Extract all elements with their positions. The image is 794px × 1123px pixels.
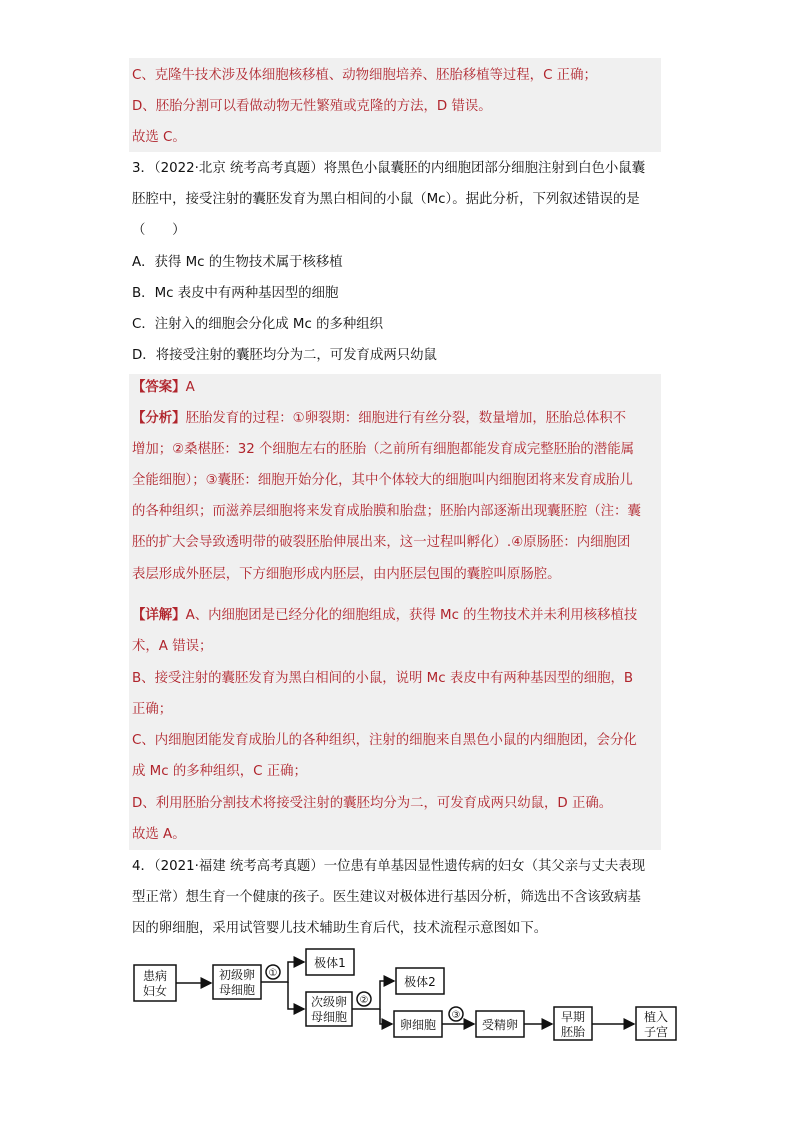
analysis-text: 胚胎发育的过程：①卵裂期：细胞进行有丝分裂，数量增加，胚胎总体积不: [185, 411, 627, 426]
answer-tag: 【答案】: [132, 380, 186, 395]
q3-analysis-line-4: 的各种组织；而滋养层细胞将来发育成胎膜和胎盘；胚胎内部逐渐出现囊胚腔（注：囊: [132, 504, 641, 519]
q3-detail-line-7: D、利用胚胎分割技术将接受注射的囊胚均分为二，可发育成两只幼鼠，D 正确。: [132, 796, 613, 811]
q3-analysis-line-1: [132, 409, 626, 429]
q4-stem-line-2: 型正常）想生育一个健康的孩子。医生建议对极体进行基因分析，筛选出不含该致病基: [132, 890, 641, 905]
q3-stem-line-1: 3．（2022·北京 统考高考真题）将黑色小鼠囊胚的内细胞团部分细胞注射到白色小鼠囊: [132, 161, 646, 176]
q3-answer: [132, 378, 195, 398]
analysis-tag: 【分析】: [132, 411, 186, 426]
primary-oocyte-label-1: 初级卵: [218, 968, 256, 982]
early-embryo-label-2: 胚胎: [560, 1025, 586, 1039]
patient-label-1: 患病: [142, 969, 168, 983]
egg-label: 卵细胞: [399, 1018, 437, 1032]
q3-option-d: D．将接受注射的囊胚均分为二，可发育成两只幼鼠: [132, 348, 437, 363]
q3-option-a: A．获得 Mc 的生物技术属于核移植: [132, 255, 343, 270]
secondary-oocyte-label-1: 次级卵: [310, 995, 348, 1009]
ivf-flow-diagram: [128, 948, 688, 1048]
q3-detail-line-3: B、接受注射的囊胚发育为黑白相间的小鼠，说明 Mc 表皮中有两种基因型的细胞，B: [132, 671, 634, 686]
q3-analysis-line-5: 胚的扩大会导致透明带的破裂胚胎伸展出来，这一过程叫孵化）.④原肠胚：内细胞团: [132, 535, 631, 550]
q3-analysis-line-2: 增加；②桑椹胚：32 个细胞左右的胚胎（之前所有细胞都能发育成完整胚胎的潜能属: [132, 442, 634, 457]
q3-stem-line-3: （ ）: [132, 223, 186, 238]
q4-stem-line-3: 因的卵细胞，采用试管婴儿技术辅助生育后代，技术流程示意图如下。: [132, 921, 548, 936]
secondary-oocyte-label-2: 母细胞: [310, 1010, 348, 1024]
polar-body-2-label: 极体2: [404, 975, 436, 989]
prev-conclusion: 故选 C。: [132, 130, 186, 145]
step-1-label: ①: [268, 968, 278, 979]
q3-detail-line-6: 成 Mc 的多种组织，C 正确；: [132, 764, 307, 779]
q3-detail-line-2: 术，A 错误；: [132, 639, 213, 654]
q3-detail-line-5: C、内细胞团能发育成胎儿的各种组织，注射的细胞来自黑色小鼠的内细胞团，会分化: [132, 733, 637, 748]
early-embryo-label-1: 早期: [560, 1010, 586, 1024]
q3-detail-line-1: [132, 606, 637, 626]
q4-stem-line-1: 4．（2021·福建 统考高考真题）一位患有单基因显性遗传病的妇女（其父亲与丈夫表现: [132, 859, 646, 874]
q3-option-c: C．注射入的细胞会分化成 Mc 的多种组织: [132, 317, 384, 332]
answer-value: A: [185, 380, 195, 395]
zygote-label: 受精卵: [481, 1018, 519, 1032]
patient-label-2: 妇女: [142, 984, 168, 998]
q3-stem-line-2: 胚腔中，接受注射的囊胚发育为黑白相间的小鼠（Mc）。据此分析，下列叙述错误的是: [132, 192, 640, 207]
q3-analysis-line-3: 全能细胞）；③囊胚：细胞开始分化，其中个体较大的细胞叫内细胞团将来发育成胎儿: [132, 473, 633, 488]
implant-label-2: 子宫: [643, 1025, 669, 1039]
detail-text: A、内细胞团是已经分化的细胞组成，获得 Mc 的生物技术并未利用核移植技: [185, 608, 638, 623]
q3-conclusion: 故选 A。: [132, 827, 186, 842]
step-3-label: ③: [451, 1010, 461, 1021]
q3-detail-line-4: 正确；: [132, 702, 173, 717]
detail-tag: 【详解】: [132, 608, 186, 623]
primary-oocyte-label-2: 母细胞: [218, 983, 256, 997]
q3-option-b: B．Mc 表皮中有两种基因型的细胞: [132, 286, 339, 301]
step-2-label: ②: [359, 995, 369, 1006]
prev-detail-line-d: D、胚胎分割可以看做动物无性繁殖或克隆的方法，D 错误。: [132, 99, 492, 114]
q3-analysis-line-6: 表层形成外胚层，下方细胞形成内胚层，由内胚层包围的囊腔叫原肠腔。: [132, 567, 561, 582]
polar-body-1-label: 极体1: [314, 956, 346, 970]
implant-label-1: 植入: [643, 1010, 669, 1024]
prev-detail-line-c: C、克隆牛技术涉及体细胞核移植、动物细胞培养、胚胎移植等过程，C 正确；: [132, 68, 597, 83]
